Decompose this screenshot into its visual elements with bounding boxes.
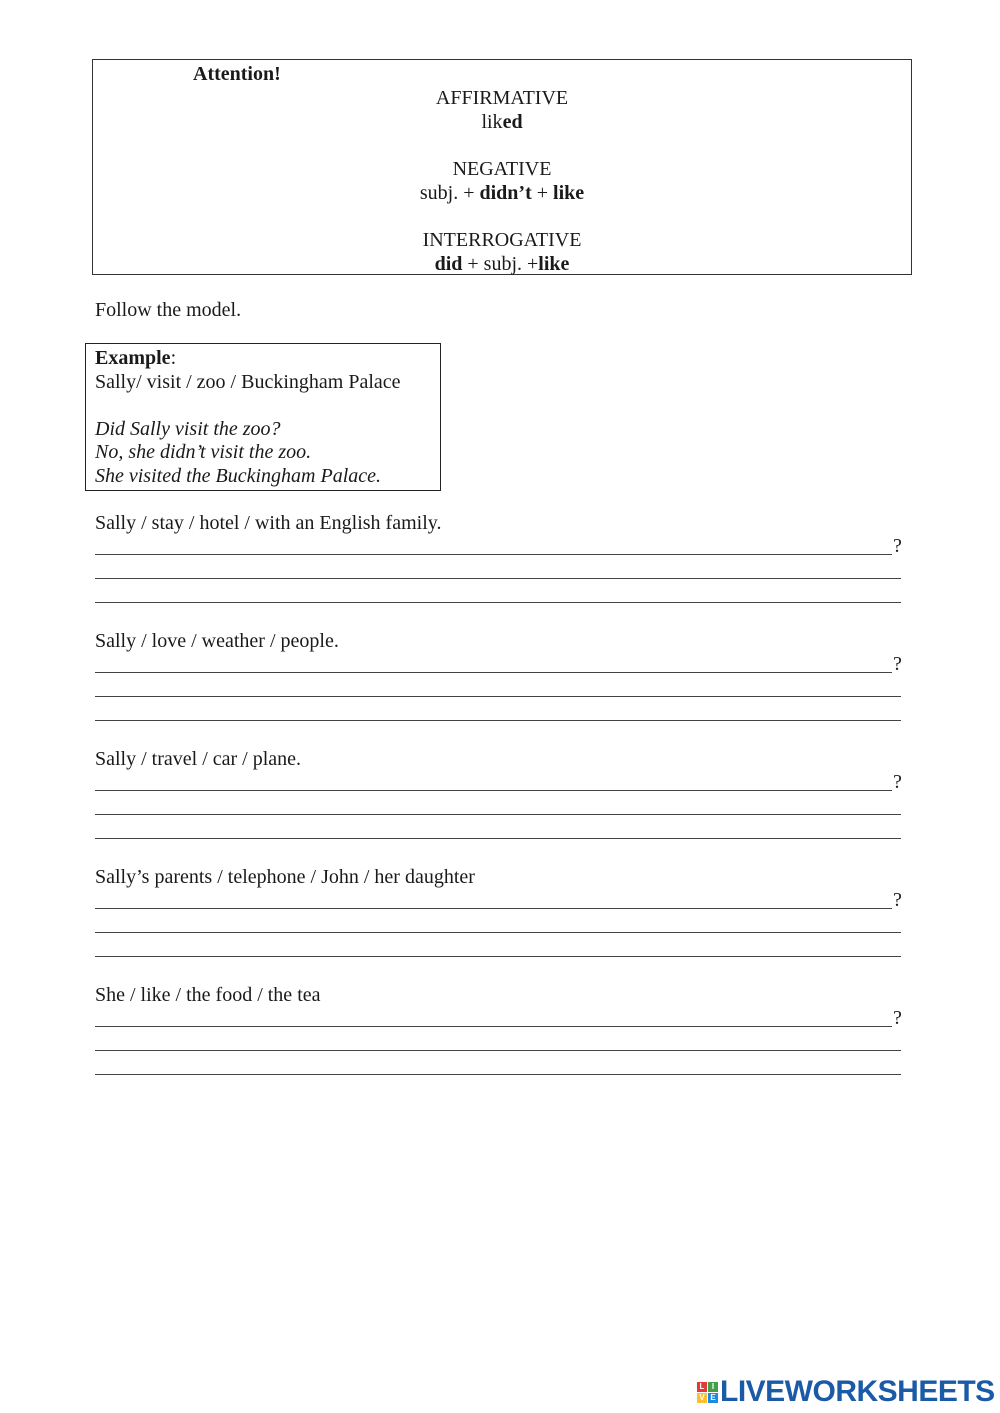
- example-question: Did Sally visit the zoo?: [95, 417, 281, 440]
- negative-form: [93, 181, 911, 205]
- answer-line-negative[interactable]: [95, 814, 901, 815]
- answer-line-question[interactable]: [95, 672, 892, 673]
- affirmative-suffix: ed: [502, 111, 523, 133]
- question-mark: ?: [893, 535, 902, 557]
- liveworksheets-logo: [697, 1375, 995, 1409]
- interrogative-subj: + subj. +: [462, 253, 539, 275]
- question-mark: ?: [893, 771, 902, 793]
- answer-line-negative[interactable]: [95, 932, 901, 933]
- exercise-prompt: Sally’s parents / telephone / John / her daughter: [95, 866, 475, 888]
- interrogative-form: [93, 252, 911, 276]
- negative-subj: subj. +: [419, 182, 480, 204]
- answer-line-affirmative[interactable]: [95, 956, 901, 957]
- logo-icon-tile: V: [697, 1393, 707, 1403]
- interrogative-aux: did: [434, 253, 463, 275]
- affirmative-form: [93, 110, 911, 134]
- exercise-prompt: She / like / the food / the tea: [95, 984, 321, 1006]
- exercise-prompt: Sally / love / weather / people.: [95, 630, 339, 652]
- affirmative-label: AFFIRMATIVE: [435, 87, 569, 109]
- negative-plus: +: [531, 182, 554, 204]
- answer-line-affirmative[interactable]: [95, 838, 901, 839]
- logo-icon: [697, 1382, 718, 1403]
- negative-label: NEGATIVE: [452, 158, 552, 180]
- question-mark: ?: [893, 889, 902, 911]
- answer-line-question[interactable]: [95, 790, 892, 791]
- answer-line-negative[interactable]: [95, 1050, 901, 1051]
- example-heading: [95, 347, 440, 371]
- example-box: [85, 343, 441, 491]
- answer-line-affirmative[interactable]: [95, 720, 901, 721]
- exercise-prompt: Sally / stay / hotel / with an English family.: [95, 512, 442, 534]
- logo-icon-tile: E: [708, 1393, 718, 1403]
- example-prompt: Sally/ visit / zoo / Buckingham Palace: [95, 370, 401, 393]
- example-negative: No, she didn’t visit the zoo.: [95, 441, 312, 463]
- logo-icon-tile: I: [708, 1382, 718, 1392]
- answer-line-negative[interactable]: [95, 578, 901, 579]
- answer-line-question[interactable]: [95, 1026, 892, 1027]
- example-affirmative: She visited the Buckingham Palace.: [95, 464, 382, 487]
- question-mark: ?: [893, 653, 902, 675]
- answer-line-affirmative[interactable]: [95, 602, 901, 603]
- example-label: Example: [95, 347, 171, 369]
- affirmative-stem: lik: [481, 111, 503, 133]
- example-colon: :: [170, 347, 177, 369]
- logo-text: LIVEWORKSHEETS: [720, 1375, 995, 1408]
- answer-line-affirmative[interactable]: [95, 1074, 901, 1075]
- instruction-text: Follow the model.: [95, 299, 242, 321]
- answer-line-question[interactable]: [95, 554, 892, 555]
- answer-line-question[interactable]: [95, 908, 892, 909]
- negative-verb: like: [553, 182, 585, 204]
- answer-line-negative[interactable]: [95, 696, 901, 697]
- interrogative-label: INTERROGATIVE: [422, 229, 582, 251]
- question-mark: ?: [893, 1007, 902, 1029]
- grammar-rules-box: [92, 59, 912, 275]
- negative-aux: didn’t: [479, 182, 532, 204]
- attention-title: Attention!: [193, 63, 281, 85]
- logo-icon-tile: L: [697, 1382, 707, 1392]
- interrogative-verb: like: [538, 253, 570, 275]
- exercise-prompt: Sally / travel / car / plane.: [95, 748, 302, 770]
